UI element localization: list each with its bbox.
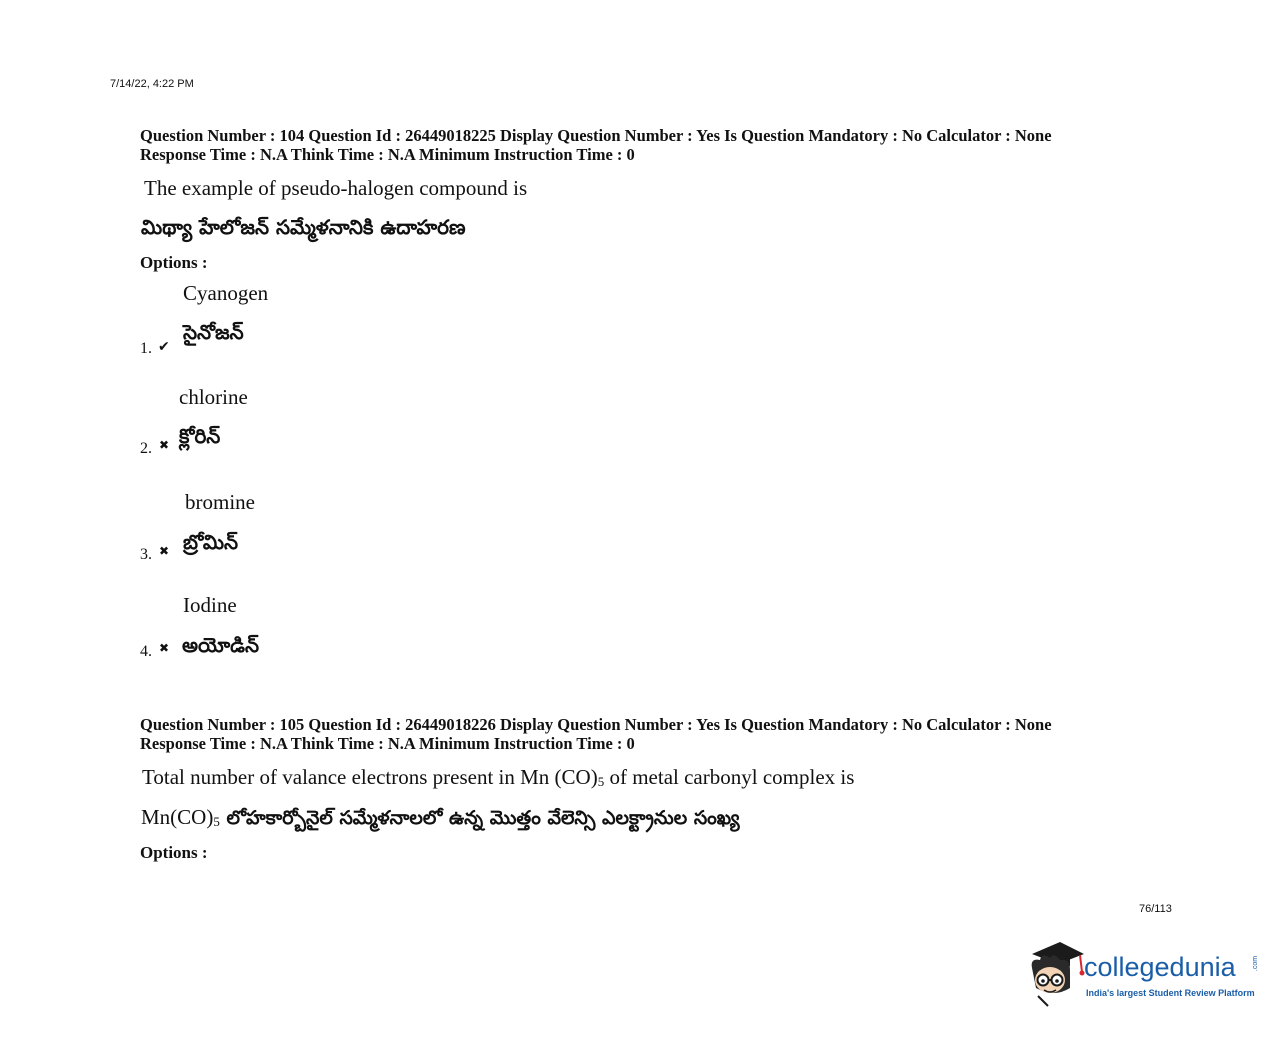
- question-meta-line2: Response Time : N.A Think Time : N.A Minimum Instruction Time : 0: [140, 734, 635, 753]
- option-2-text-en: chlorine: [179, 385, 248, 409]
- option-2-number: 2.: [140, 440, 152, 457]
- logo-wordmark: collegedunia: [1084, 952, 1236, 982]
- logo-com: .com: [1252, 955, 1260, 972]
- question-meta-line2: Response Time : N.A Think Time : N.A Minimum Instruction Time : 0: [140, 145, 635, 164]
- option-1-text-te: సైనోజన్: [183, 320, 244, 344]
- question-text-en: The example of pseudo-halogen compound is: [144, 176, 528, 200]
- page-number: 76/113: [1139, 903, 1172, 915]
- print-timestamp: 7/14/22, 4:22 PM: [110, 78, 194, 90]
- collegedunia-logo: [1024, 938, 1264, 1010]
- option-2-text-te: క్లోరిన్: [179, 424, 221, 448]
- question-meta-line1: Question Number : 104 Question Id : 26449018225 Display Question Number : Yes Is Question Mandatory : No Calculator : None: [140, 126, 1052, 145]
- option-4-number: 4.: [140, 643, 152, 660]
- option-3-text-en: bromine: [185, 490, 255, 514]
- options-label: Options :: [140, 253, 208, 272]
- question-meta-line1: Question Number : 105 Question Id : 26449018226 Display Question Number : Yes Is Question Mandatory : No Calculator : None: [140, 715, 1052, 734]
- question-text-en: Total number of valance electrons present in Mn $(CO)_5$ of metal carbonyl complex is: [142, 765, 855, 789]
- cross-icon: ✖: [159, 641, 170, 655]
- cross-icon: ✖: [159, 544, 170, 558]
- option-3-text-te: బ్రోమిన్: [183, 530, 239, 554]
- option-1-number: 1.: [140, 340, 152, 357]
- question-text-te: $Mn(CO)_5$ లోహకార్బోనైల్ సమ్మేళనాలలో ఉన్న మొత్తం వేలెన్సి ఎలక్ట్రానుల సంఖ్య: [141, 805, 740, 829]
- option-1-text-en: Cyanogen: [183, 281, 269, 305]
- mascot-icon: [1024, 938, 1086, 1008]
- option-3-number: 3.: [140, 546, 152, 563]
- question-text-te: మిథ్యా హేలోజన్ సమ్మేళనానికి ఉదాహరణ: [141, 215, 466, 239]
- option-4-text-en: Iodine: [183, 593, 237, 617]
- cross-icon: ✖: [159, 438, 170, 452]
- check-icon: ✔: [158, 339, 170, 355]
- logo-tagline: India's largest Student Review Platform: [1086, 988, 1255, 998]
- option-4-text-te: అయోడిన్: [182, 633, 259, 657]
- options-label: Options :: [140, 843, 208, 862]
